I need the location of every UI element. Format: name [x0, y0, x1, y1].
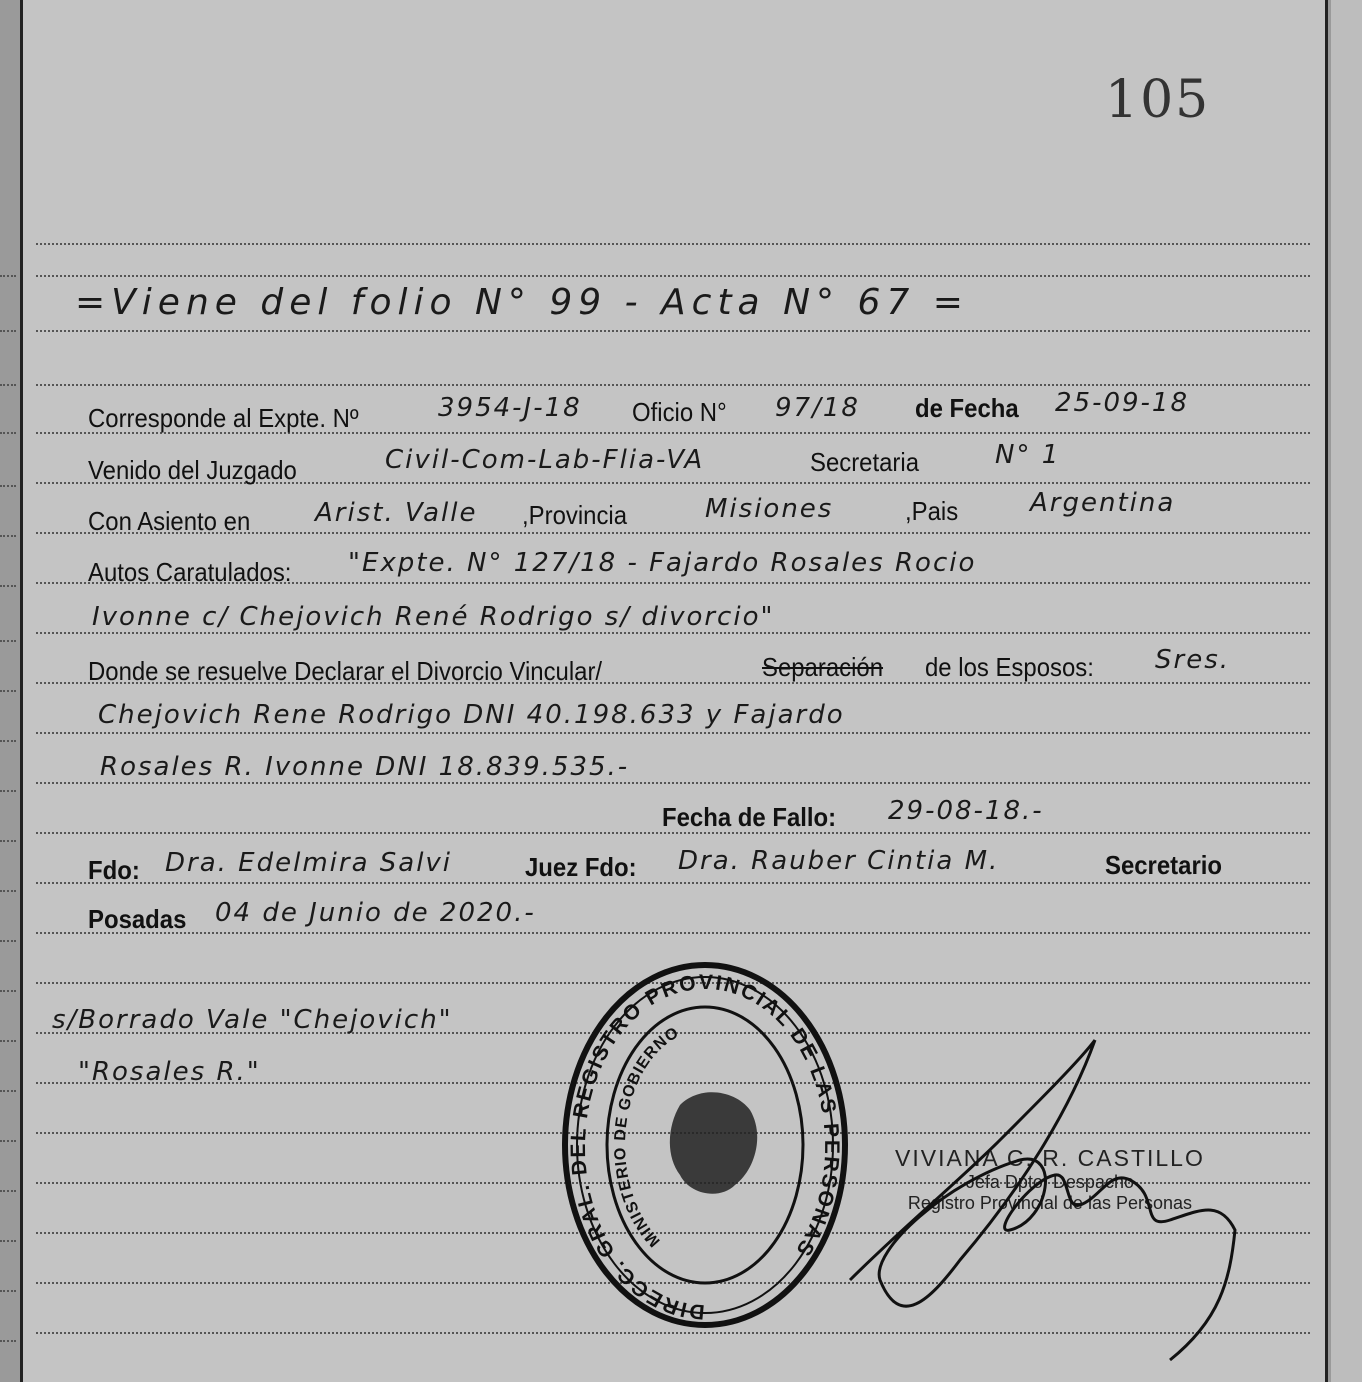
margin-dots [0, 1190, 16, 1192]
seal-inner-text: MINISTERIO DE GOBIERNO [611, 1024, 683, 1250]
juzgado-label: Venido del Juzgado [88, 455, 297, 485]
margin-dots [0, 690, 16, 692]
posadas-label: Posadas [88, 904, 187, 934]
margin-dots [0, 585, 16, 587]
margin-dots [0, 1240, 16, 1242]
ruled-line [36, 882, 1310, 884]
oficio-label: Oficio N° [632, 397, 727, 427]
expte-value: 3954-J-18 [438, 393, 582, 423]
provincia-label: ,Provincia [522, 500, 628, 530]
margin-dots [0, 275, 16, 277]
header-handwritten-line: =Viene del folio N° 99 - Acta N° 67 = [75, 282, 969, 323]
margin-dots [0, 1290, 16, 1292]
posadas-value: 04 de Junio de 2020.- [215, 898, 536, 928]
signer-office: Registro Provincial de las Personas [907, 1193, 1192, 1213]
fdo-juez-value: Dra. Edelmira Salvi [165, 848, 453, 878]
expte-label: Corresponde al Expte. Nº [88, 403, 359, 433]
margin-dots [0, 840, 16, 842]
juez-label: Juez Fdo: [525, 852, 637, 882]
ruled-line [36, 330, 1310, 332]
margin-dots [0, 1040, 16, 1042]
ruled-line [36, 932, 1310, 934]
fdo-secretario-value: Dra. Rauber Cintia M. [678, 846, 1000, 876]
seal-outer-text: DIRECC. GRAL. DEL REGISTRO PROVINCIAL DE LAS PERSONAS [566, 970, 844, 1324]
separacion-label-struck: Separación [762, 652, 884, 682]
erasure-note-line1: s/Borrado Vale "Chejovich" [52, 1005, 453, 1035]
margin-dots [0, 535, 16, 537]
margin-dots [0, 432, 16, 434]
ruled-line [36, 732, 1310, 734]
autos-label: Autos Caratulados: [88, 557, 292, 587]
pais-value: Argentina [1030, 488, 1176, 518]
fallo-label: Fecha de Fallo: [662, 802, 837, 832]
ruled-line [36, 275, 1310, 277]
page-edge [1331, 0, 1362, 1382]
secretario-label: Secretario [1105, 850, 1223, 880]
signer-title: Jefa Dpto. Despacho [965, 1172, 1134, 1192]
esposos-label: de los Esposos: [925, 652, 1094, 682]
oficio-value: 97/18 [775, 393, 860, 423]
pais-label: ,Pais [905, 496, 959, 526]
margin-dots [0, 330, 16, 332]
autos-value-line2: Ivonne c/ Chejovich René Rodrigo s/ divorcio" [92, 602, 775, 632]
erasure-note-line2: "Rosales R." [78, 1057, 261, 1087]
folio-number: 105 [1105, 70, 1211, 130]
margin-dots [0, 485, 16, 487]
fecha-value: 25-09-18 [1055, 388, 1190, 418]
official-seal [560, 960, 850, 1330]
juzgado-value: Civil-Com-Lab-Flia-VA [385, 445, 705, 475]
handwritten-signature [840, 1030, 1240, 1370]
margin-dots [0, 1140, 16, 1142]
esposos-value-line3: Rosales R. Ivonne DNI 18.839.535.- [100, 752, 630, 782]
fecha-label: de Fecha [915, 393, 1019, 423]
fallo-value: 29-08-18.- [888, 796, 1044, 826]
margin-dots [0, 740, 16, 742]
asiento-label: Con Asiento en [88, 506, 251, 536]
margin-dots [0, 640, 16, 642]
ruled-line [36, 632, 1310, 634]
secretaria-value: N° 1 [995, 440, 1061, 470]
seal-emblem-icon [670, 1092, 757, 1193]
esposos-value-line1: Sres. [1155, 645, 1230, 675]
margin-dots [0, 990, 16, 992]
margin-dots [0, 384, 16, 386]
margin-dots [0, 890, 16, 892]
ruled-line [36, 243, 1310, 245]
asiento-value: Arist. Valle [315, 498, 478, 528]
signer-name: VIVIANA C. R. CASTILLO [895, 1145, 1205, 1171]
esposos-value-line2: Chejovich Rene Rodrigo DNI 40.198.633 y Fajardo [98, 700, 845, 730]
fdo-label: Fdo: [88, 855, 140, 885]
provincia-value: Misiones [705, 494, 834, 524]
secretaria-label: Secretaria [810, 447, 920, 477]
ruled-line [36, 782, 1310, 784]
autos-value-line1: "Expte. N° 127/18 - Fajardo Rosales Rocio [348, 548, 977, 578]
margin-dots [0, 790, 16, 792]
ruled-line [36, 384, 1310, 386]
margin-dots [0, 1340, 16, 1342]
margin-dots [0, 1090, 16, 1092]
margin-dots [0, 940, 16, 942]
resuelve-label: Donde se resuelve Declarar el Divorcio Vincular/ [88, 656, 603, 686]
